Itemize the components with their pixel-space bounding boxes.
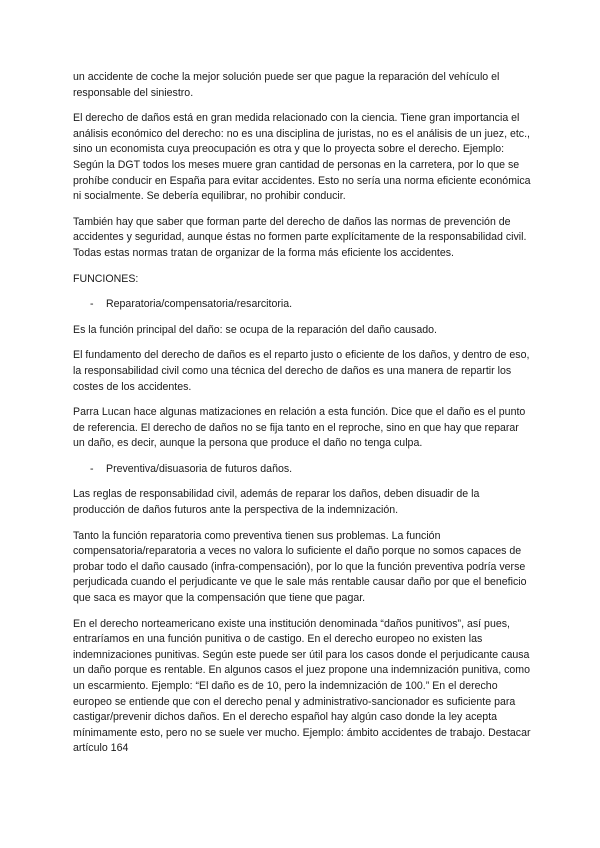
bullet-marker: - — [90, 298, 94, 311]
paragraph-prevention-norms: También hay que saber que forman parte del derecho de daños las normas de prevención de accidentes y seguridad, aunque éstas no formen parte explícitamente de la responsabilidad civil. Todas estas normas tratan de organizar de la forma más eficiente los accidentes. — [73, 215, 527, 259]
bullet-item-reparatoria — [73, 297, 533, 313]
bullet-marker: - — [90, 462, 94, 475]
paragraph-problemas: Tanto la función reparatoria como preventiva tienen sus problemas. La función compensatoria/reparatoria a veces no valora lo suficiente el daño porque no somos capaces de probar todo el daño causado (infra-compensación), por lo que la función preventiva podría verse perjudicada cuando el perjudicante ve que le sale más rentable causar daño por que el beneficio que saca es mayor que la compensación que tiene que pagar. — [73, 529, 527, 605]
section-heading-funciones: FUNCIONES: — [73, 272, 139, 285]
bullet-item-preventiva — [73, 462, 533, 478]
paragraph-parra-lucan: Parra Lucan hace algunas matizaciones en relación a esta función. Dice que el daño es el punto de referencia. El derecho de daños no se fija tanto en el reproche, sino en que hay que reparar un daño, es decir, aunque la persona que produce el daño no tenga culpa. — [73, 406, 526, 450]
paragraph-reglas: Las reglas de responsabilidad civil, además de reparar los daños, deben disuadir de la producción de daños futuros ante la perspectiva de la indemnización. — [73, 488, 480, 517]
bullet-text: Preventiva/disuasoria de futuros daños. — [106, 462, 293, 475]
paragraph-intro: un accidente de coche la mejor solución puede ser que pague la reparación del vehículo el responsable del siniestro. — [73, 71, 500, 99]
paragraph-fundamento: El fundamento del derecho de daños es el reparto justo o eficiente de los daños, y dentro de eso, la responsabilidad civil como una técnica del derecho de daños es una manera de repartir los costes de los accidentes. — [73, 349, 530, 393]
bullet-text: Reparatoria/compensatoria/resarcitoria. — [106, 298, 293, 311]
paragraph-economic-analysis: El derecho de daños está en gran medida relacionado con la ciencia. Tiene gran importancia el análisis económico del derecho: no es una disciplina de juristas, no es el análisis de un juez, etc., sino un economista cuya preocupación es otra y que lo proyecta sobre el derecho. Ejemplo: Según la DGT todos los meses muere gran cantidad de personas en la carretera, por lo que se prohíbe conducir en España para evitar accidentes. Esto no sería una norma eficiente económica ni socialmente. Se debería equilibrar, no prohibir conducir. — [73, 112, 531, 203]
paragraph-principal-function: Es la función principal del daño: se ocupa de la reparación del daño causado. — [73, 323, 437, 336]
document-body — [73, 70, 533, 767]
paragraph-danos-punitivos: En el derecho norteamericano existe una institución denominada “daños punitivos”, así pues, entraríamos en una función punitiva o de castigo. En el derecho europeo no existen las indemnizaciones punitivas. Según este puede ser útil para los casos donde el perjudicante causa un daño porque es rentable. En algunos casos el juez propone una indemnización punitiva, como un escarmiento. Ejemplo: “El daño es de 10, pero la indemnización de 100.” En el derecho europeo se entiende que con el derecho penal y administrativo-sancionador es suficiente para castigar/prevenir dichos daños. En el derecho español hay algún caso donde la ley acepta mínimamente esto, pero no se suele ver mucho. Ejemplo: ámbito accidentes de trabajo. Destacar artículo 164 — [73, 617, 531, 755]
